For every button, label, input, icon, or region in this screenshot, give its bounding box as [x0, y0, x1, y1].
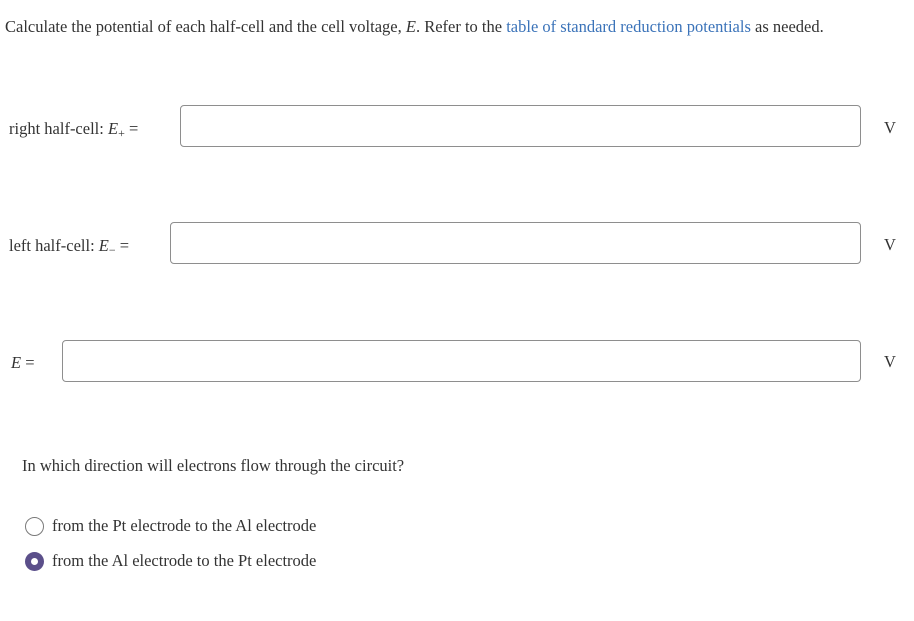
option-pt-to-al[interactable] [25, 516, 316, 536]
instructions-text-after: as needed. [750, 17, 824, 36]
instructions-var-e: E [405, 17, 416, 36]
right-half-cell-var: E [107, 119, 119, 138]
instructions-text-before: Calculate the potential of each half-cell and the cell voltage, [5, 17, 406, 36]
radio-unselected-icon[interactable] [25, 517, 44, 536]
left-half-cell-label [9, 236, 129, 258]
right-half-cell-input[interactable] [180, 105, 861, 147]
left-half-cell-prefix: left half-cell: [9, 236, 99, 255]
right-half-cell-equals: = [124, 119, 139, 138]
electron-flow-question: In which direction will electrons flow through the circuit? [22, 456, 405, 475]
left-half-cell-var: E [98, 236, 109, 255]
left-half-cell-input[interactable] [170, 222, 861, 264]
cell-voltage-unit: V [884, 352, 896, 371]
instructions-text-middle: . Refer to the [415, 17, 507, 36]
right-half-cell-prefix: right half-cell: [9, 119, 108, 138]
left-half-cell-equals: = [115, 236, 130, 255]
left-half-cell-subscript: − [108, 243, 116, 257]
right-half-cell-label [9, 119, 138, 141]
radio-selected-icon[interactable] [25, 552, 44, 571]
option-pt-to-al-label: from the Pt electrode to the Al electrode [52, 516, 317, 535]
right-half-cell-unit: V [884, 118, 896, 137]
cell-voltage-label [11, 353, 35, 375]
instructions-text [5, 17, 824, 37]
cell-voltage-var: E [11, 353, 22, 372]
left-half-cell-unit: V [884, 235, 896, 254]
right-half-cell-subscript: + [118, 126, 125, 140]
reduction-potentials-link[interactable]: table of standard reduction potentials [506, 17, 751, 36]
cell-voltage-equals: = [21, 353, 35, 372]
option-al-to-pt-label: from the Al electrode to the Pt electrode [52, 551, 317, 570]
option-al-to-pt[interactable] [25, 551, 316, 571]
cell-voltage-input[interactable] [62, 340, 861, 382]
